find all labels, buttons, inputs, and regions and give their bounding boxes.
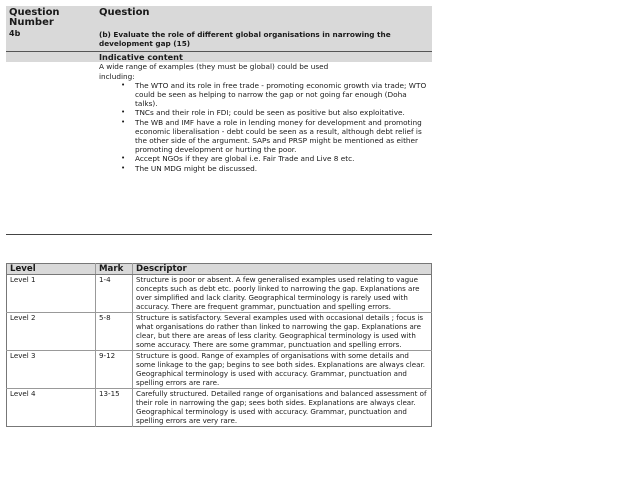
descriptor-cell: Structure is poor or absent. A few generalised examples used relating to vague concepts such as debt etc. poorly linked to narrowing the gap. Explanations are over simplified and lack clarity. Geographical terminology is rarely used with accuracy. There are frequent grammar, punctuation and spelling errors.: [133, 275, 432, 313]
indicative-content-row: [6, 52, 432, 63]
indicative-content: [6, 62, 432, 172]
bullet-item: • The UN MDG might be discussed.: [99, 164, 429, 173]
question-table: [6, 6, 432, 173]
indicative-spacer: [6, 52, 96, 63]
indicative-intro: A wide range of examples (they must be global) could be used including:: [99, 62, 329, 81]
mark-scheme-table: [6, 263, 432, 427]
question-number-header: Question Number: [6, 6, 96, 29]
descriptor-cell: Structure is satisfactory. Several examples used with occasional details ; focus is what organisations do rather than linked to narrowing the gap. Explanations are clear, but there are areas of less clarity. Geographical terminology is used with some accuracy. There are some grammar, punctuation and spelling errors.: [133, 313, 432, 351]
level-cell: Level 3: [7, 351, 96, 389]
content-spacer: [6, 62, 96, 172]
table-row: [7, 389, 432, 427]
indicative-bullet-list: [99, 81, 429, 173]
mark-cell: 13-15: [96, 389, 133, 427]
table-row: [7, 275, 432, 313]
level-cell: Level 1: [7, 275, 96, 313]
level-header: Level: [7, 264, 96, 275]
level-cell: Level 4: [7, 389, 96, 427]
bullet-item: • Accept NGOs if they are global i.e. Fair Trade and Live 8 etc.: [99, 154, 429, 163]
descriptor-header: Descriptor: [133, 264, 432, 275]
descriptor-cell: Structure is good. Range of examples of organisations with some details and some linkage to the gap; begins to see both sides. Explanations are always clear. Geographical terminology is used with accuracy. Grammar, punctuation and spelling errors are rare.: [133, 351, 432, 389]
mark-cell: 1-4: [96, 275, 133, 313]
bullet-item: • TNCs and their role in FDI; could be seen as positive but also exploitative.: [99, 108, 429, 117]
question-number: 4b: [6, 29, 96, 52]
question-text: (b) Evaluate the role of different global organisations in narrowing the development gap (15): [96, 29, 432, 52]
question-table-header: [6, 6, 432, 29]
bullet-item: • The WTO and its role in free trade - promoting economic growth via trade; WTO could be seen as helping to narrow the gap or not going far enough (Doha talks).: [99, 81, 429, 109]
descriptor-cell: Carefully structured. Detailed range of organisations and balanced assessment of their role in narrowing the gap; sees both sides. Explanations are always clear. Geographical terminology is used with accuracy. Grammar, punctuation and spelling errors are very rare.: [133, 389, 432, 427]
level-cell: Level 2: [7, 313, 96, 351]
mark-table-header: [7, 264, 432, 275]
table-row: [7, 351, 432, 389]
indicative-heading: Indicative content: [96, 52, 432, 63]
table-row: [7, 313, 432, 351]
bullet-item: • The WB and IMF have a role in lending money for development and promoting economic liberalisation - debt could be seen as a result, although debt relief is the other side of the argument. SAPs and PRSP might be mentioned as either promoting development or hurting the poor.: [99, 118, 429, 155]
question-table-bottom-rule: [6, 234, 432, 235]
question-header: Question: [96, 6, 432, 29]
question-row: [6, 29, 432, 52]
mark-cell: 9-12: [96, 351, 133, 389]
mark-header: Mark: [96, 264, 133, 275]
mark-cell: 5-8: [96, 313, 133, 351]
